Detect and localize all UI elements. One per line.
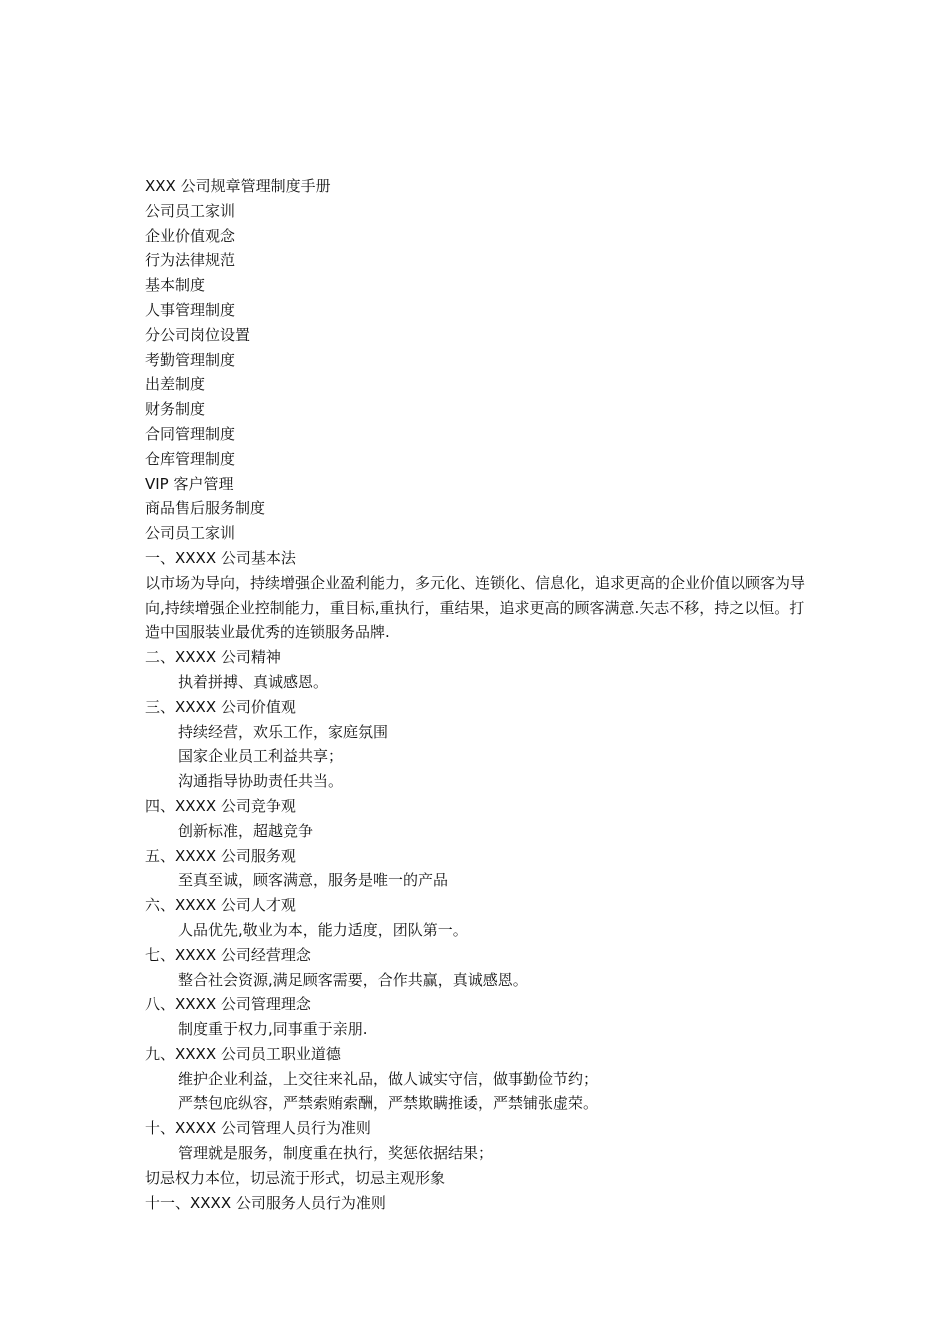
clause-heading: 七、XXXX 公司经营理念 (145, 945, 311, 964)
clause-paragraph: 以市场为导向，持续增强企业盈利能力，多元化、连锁化、信息化，追求更高的企业价值以顾客为导向,持续增强企业控制能力，重目标,重执行，重结果，追求更高的顾客满意.矢志不移，持之以恒。打造中国服装业最优秀的连锁服务品牌. (145, 573, 806, 642)
toc-item: 考勤管理制度 (145, 350, 236, 369)
toc-item: 财务制度 (145, 400, 206, 419)
clause-item: 整合社会资源,满足顾客需要，合作共赢，真诚感恩。 (178, 970, 528, 989)
clause-heading: 十、XXXX 公司管理人员行为准则 (145, 1119, 371, 1138)
section-heading: 公司员工家训 (145, 524, 236, 543)
clause-item: 人品优先,敬业为本，能力适度，团队第一。 (178, 920, 468, 939)
clause-heading: 八、XXXX 公司管理理念 (145, 995, 311, 1014)
toc-item: 公司员工家训 (145, 201, 236, 220)
toc-item: 行为法律规范 (145, 251, 236, 270)
clause-item: 至真至诚，顾客满意，服务是唯一的产品 (178, 871, 449, 890)
clause-heading: 二、XXXX 公司精神 (145, 648, 281, 667)
clause-heading: 四、XXXX 公司竞争观 (145, 796, 296, 815)
clause-item: 严禁包庇纵容，严禁索贿索酬，严禁欺瞒推诿，严禁铺张虚荣。 (178, 1094, 599, 1113)
document-title: XXX 公司规章管理制度手册 (145, 177, 331, 195)
clause-item: 管理就是服务，制度重在执行，奖惩依据结果； (178, 1144, 494, 1163)
clause-item: 创新标准，超越竞争 (178, 821, 314, 840)
clause-heading: 十一、XXXX 公司服务人员行为准则 (145, 1193, 386, 1212)
clause-item: 持续经营，欢乐工作，家庭氛围 (178, 722, 389, 741)
clause-heading: 九、XXXX 公司员工职业道德 (145, 1044, 341, 1063)
clause-heading: 一、XXXX 公司基本法 (145, 548, 296, 567)
toc-item: VIP 客户管理 (145, 474, 234, 493)
clause-heading: 五、XXXX 公司服务观 (145, 846, 296, 865)
clause-item: 制度重于权力,同事重于亲朋. (178, 1020, 368, 1039)
clause-item: 执着拼搏、真诚感恩。 (178, 672, 329, 691)
toc-item: 分公司岗位设置 (145, 325, 251, 344)
toc-item: 商品售后服务制度 (145, 499, 266, 518)
toc-item: 企业价值观念 (145, 226, 236, 245)
toc-item: 合同管理制度 (145, 424, 236, 443)
clause-heading: 三、XXXX 公司价值观 (145, 697, 296, 716)
toc-item: 人事管理制度 (145, 300, 236, 319)
toc-item: 基本制度 (145, 276, 206, 295)
clause-item: 沟通指导协助责任共当。 (178, 772, 344, 791)
clause-heading: 六、XXXX 公司人才观 (145, 896, 296, 915)
toc-item: 仓库管理制度 (145, 449, 236, 468)
document-page (145, 174, 825, 1215)
toc-item: 出差制度 (145, 375, 206, 394)
clause-item: 国家企业员工利益共享； (178, 747, 344, 766)
clause-item: 维护企业利益，上交往来礼品，做人诚实守信，做事勤俭节约； (178, 1069, 599, 1088)
clause-continuation: 切忌权力本位，切忌流于形式，切忌主观形象 (145, 1168, 446, 1187)
